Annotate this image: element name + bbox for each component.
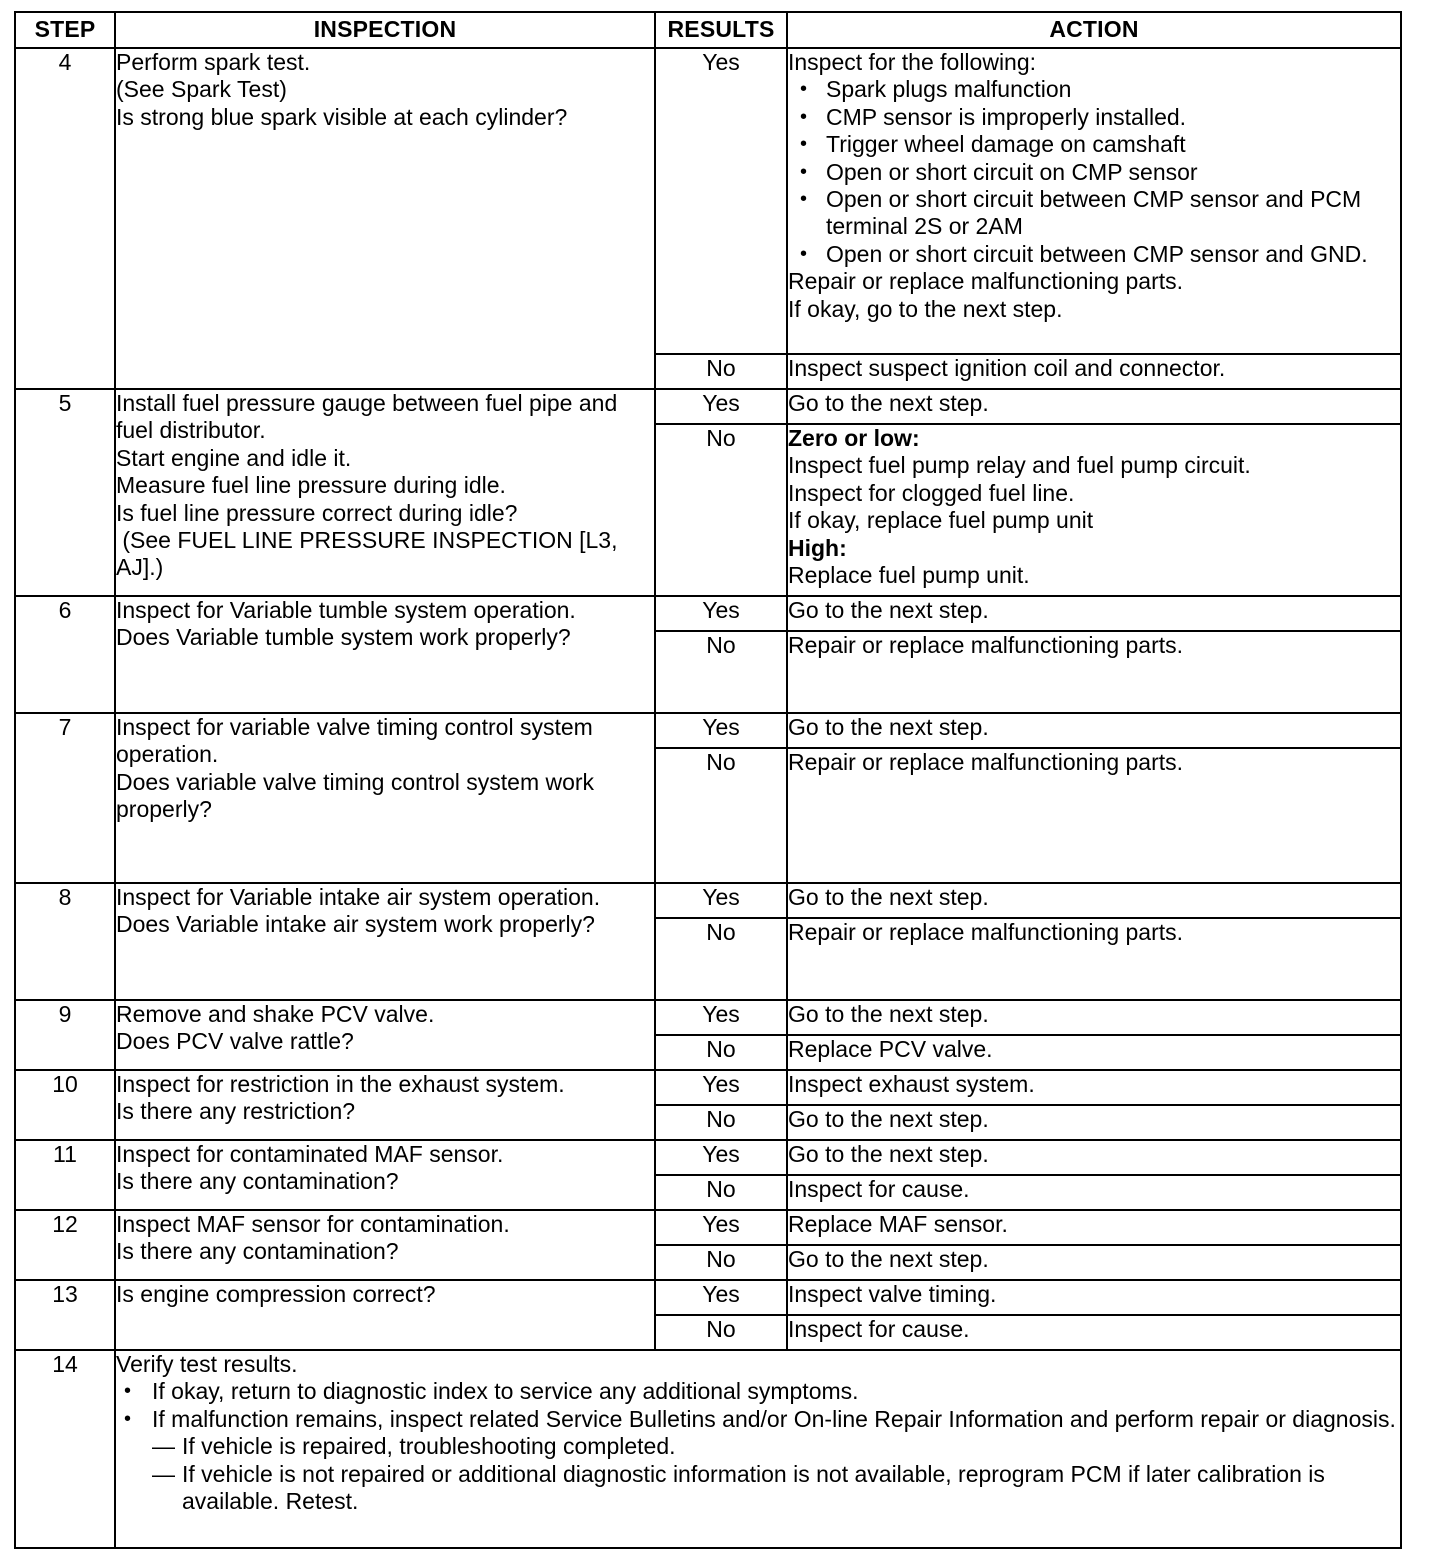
- step-number: 6: [15, 596, 115, 713]
- result-no: No: [655, 748, 787, 883]
- inspection-cell: [115, 1000, 655, 1070]
- result-yes: Yes: [655, 596, 787, 631]
- action-cell: Replace MAF sensor.: [787, 1210, 1401, 1245]
- table-row: [15, 389, 1401, 424]
- action-cell: Inspect for cause.: [787, 1175, 1401, 1210]
- action-cell: Inspect for cause.: [787, 1315, 1401, 1350]
- table-row: [15, 596, 1401, 631]
- action-intro: Inspect for the following:: [788, 49, 1037, 75]
- action-line: If okay, replace fuel pump unit: [788, 507, 1094, 534]
- inspection-cell: [115, 883, 655, 1000]
- table-row: [15, 48, 1401, 354]
- action-cell: Go to the next step.: [787, 1105, 1401, 1140]
- step-number: 8: [15, 883, 115, 1000]
- inspection-line: Inspect for contaminated MAF sensor.: [116, 1141, 504, 1167]
- action-bullet: • Open or short circuit between CMP sensor and PCM terminal 2S or 2AM: [826, 186, 1400, 241]
- inspection-cell: [115, 713, 655, 883]
- verify-bullet-text: If okay, return to diagnostic index to service any additional symptoms.: [152, 1378, 859, 1405]
- action-line: Inspect for clogged fuel line.: [788, 479, 1075, 506]
- inspection-line: Start engine and idle it.: [116, 444, 352, 471]
- table-row: [15, 1140, 1401, 1175]
- header-inspection: INSPECTION: [115, 12, 655, 48]
- action-cell: [787, 424, 1401, 596]
- inspection-line: Does Variable tumble system work properly?: [116, 624, 571, 651]
- inspection-line: Install fuel pressure gauge between fuel pipe and fuel distributor.: [116, 390, 624, 444]
- inspection-line: Is strong blue spark visible at each cylinder?: [116, 103, 568, 130]
- inspection-line: (See Spark Test): [116, 76, 287, 103]
- step-number: 7: [15, 713, 115, 883]
- action-cell: Go to the next step.: [787, 389, 1401, 424]
- result-yes: Yes: [655, 1070, 787, 1105]
- action-subheading: High:: [788, 534, 847, 561]
- action-cell: Go to the next step.: [787, 1245, 1401, 1280]
- inspection-line: Does variable valve timing control system work properly?: [116, 768, 601, 823]
- inspection-line: Inspect for Variable intake air system operation.: [116, 884, 601, 910]
- inspection-cell: [115, 1140, 655, 1210]
- inspection-cell: [115, 1070, 655, 1140]
- action-cell: [787, 48, 1401, 354]
- inspection-line: Does PCV valve rattle?: [116, 1028, 354, 1055]
- inspection-line: Is fuel line pressure correct during idle?: [116, 499, 518, 526]
- result-yes: Yes: [655, 1280, 787, 1315]
- action-cell: Inspect valve timing.: [787, 1280, 1401, 1315]
- action-cell: Repair or replace malfunctioning parts.: [787, 748, 1401, 883]
- header-row: [15, 12, 1401, 48]
- action-cell: Inspect exhaust system.: [787, 1070, 1401, 1105]
- header-results: RESULTS: [655, 12, 787, 48]
- inspection-line: (See FUEL LINE PRESSURE INSPECTION [L3, AJ].): [116, 527, 623, 581]
- step-number: 9: [15, 1000, 115, 1070]
- inspection-cell: [115, 389, 655, 596]
- result-no: No: [655, 424, 787, 596]
- verify-bullet: [152, 1406, 1400, 1516]
- action-subheading: Zero or low:: [788, 425, 920, 451]
- action-cell: Go to the next step.: [787, 1140, 1401, 1175]
- result-no: No: [655, 918, 787, 1000]
- table-row: [15, 713, 1401, 748]
- diagnostic-table: [14, 11, 1402, 1549]
- action-line: Repair or replace malfunctioning parts.: [788, 268, 1184, 295]
- verify-cell: [115, 1350, 1401, 1548]
- result-no: No: [655, 1175, 787, 1210]
- result-yes: Yes: [655, 1000, 787, 1035]
- inspection-line: Inspect MAF sensor for contamination.: [116, 1211, 510, 1237]
- result-no: No: [655, 1035, 787, 1070]
- action-bullet-list: [788, 76, 1400, 268]
- action-bullet: • Trigger wheel damage on camshaft: [826, 131, 1400, 158]
- verify-dash-list: [152, 1433, 1400, 1515]
- step-number: 13: [15, 1280, 115, 1350]
- inspection-line: Remove and shake PCV valve.: [116, 1001, 435, 1027]
- inspection-cell: [115, 48, 655, 389]
- step-number: 4: [15, 48, 115, 389]
- action-cell: Replace PCV valve.: [787, 1035, 1401, 1070]
- action-line: Replace fuel pump unit.: [788, 562, 1030, 589]
- inspection-line: Is engine compression correct?: [116, 1281, 436, 1307]
- inspection-line: Does Variable intake air system work properly?: [116, 911, 595, 938]
- result-no: No: [655, 1315, 787, 1350]
- action-cell: Repair or replace malfunctioning parts.: [787, 631, 1401, 713]
- result-no: No: [655, 1105, 787, 1140]
- inspection-line: Inspect for variable valve timing control system operation.: [116, 714, 600, 768]
- result-no: No: [655, 1245, 787, 1280]
- verify-bullet: [152, 1378, 1400, 1405]
- verify-intro: Verify test results.: [116, 1351, 298, 1377]
- action-cell: Repair or replace malfunctioning parts.: [787, 918, 1401, 1000]
- inspection-line: Perform spark test.: [116, 49, 311, 75]
- action-cell: Go to the next step.: [787, 713, 1401, 748]
- action-bullet: • CMP sensor is improperly installed.: [826, 104, 1400, 131]
- verify-bullet-list: [116, 1378, 1400, 1515]
- table-row: [15, 1210, 1401, 1245]
- header-action: ACTION: [787, 12, 1401, 48]
- inspection-cell: [115, 1280, 655, 1350]
- action-cell: Go to the next step.: [787, 883, 1401, 918]
- table-row: [15, 1070, 1401, 1105]
- inspection-cell: [115, 596, 655, 713]
- action-bullet: • Open or short circuit between CMP sensor and GND.: [826, 241, 1400, 268]
- action-bullet: • Spark plugs malfunction: [826, 76, 1400, 103]
- action-line: If okay, go to the next step.: [788, 295, 1063, 322]
- result-yes: Yes: [655, 713, 787, 748]
- inspection-line: Inspect for restriction in the exhaust system.: [116, 1071, 565, 1097]
- table-row: [15, 1280, 1401, 1315]
- step-number: 10: [15, 1070, 115, 1140]
- inspection-cell: [115, 1210, 655, 1280]
- result-yes: Yes: [655, 1140, 787, 1175]
- result-yes: Yes: [655, 48, 787, 354]
- verify-dash-item: — If vehicle is repaired, troubleshooting completed.: [182, 1433, 1400, 1460]
- table-row: [15, 1350, 1401, 1548]
- inspection-line: Inspect for Variable tumble system operation.: [116, 597, 576, 623]
- action-cell: Go to the next step.: [787, 1000, 1401, 1035]
- verify-bullet-text: If malfunction remains, inspect related Service Bulletins and/or On-line Repair Information and perform repair or diagnosis.: [152, 1405, 1396, 1432]
- step-number: 12: [15, 1210, 115, 1280]
- header-step: STEP: [15, 12, 115, 48]
- result-yes: Yes: [655, 883, 787, 918]
- action-cell: Go to the next step.: [787, 596, 1401, 631]
- step-number: 11: [15, 1140, 115, 1210]
- inspection-line: Measure fuel line pressure during idle.: [116, 472, 506, 499]
- action-line: Inspect fuel pump relay and fuel pump circuit.: [788, 452, 1251, 479]
- table-row: [15, 1000, 1401, 1035]
- inspection-line: Is there any restriction?: [116, 1098, 356, 1125]
- result-no: No: [655, 354, 787, 389]
- result-yes: Yes: [655, 389, 787, 424]
- action-bullet: • Open or short circuit on CMP sensor: [826, 159, 1400, 186]
- step-number: 14: [15, 1350, 115, 1548]
- result-yes: Yes: [655, 1210, 787, 1245]
- action-cell: Inspect suspect ignition coil and connector.: [787, 354, 1401, 389]
- table-row: [15, 883, 1401, 918]
- result-no: No: [655, 631, 787, 713]
- step-number: 5: [15, 389, 115, 596]
- inspection-line: Is there any contamination?: [116, 1238, 399, 1265]
- inspection-line: Is there any contamination?: [116, 1168, 399, 1195]
- verify-dash-item: — If vehicle is not repaired or additional diagnostic information is not available, reprogram PCM if later calibration is available. Retest.: [182, 1461, 1400, 1516]
